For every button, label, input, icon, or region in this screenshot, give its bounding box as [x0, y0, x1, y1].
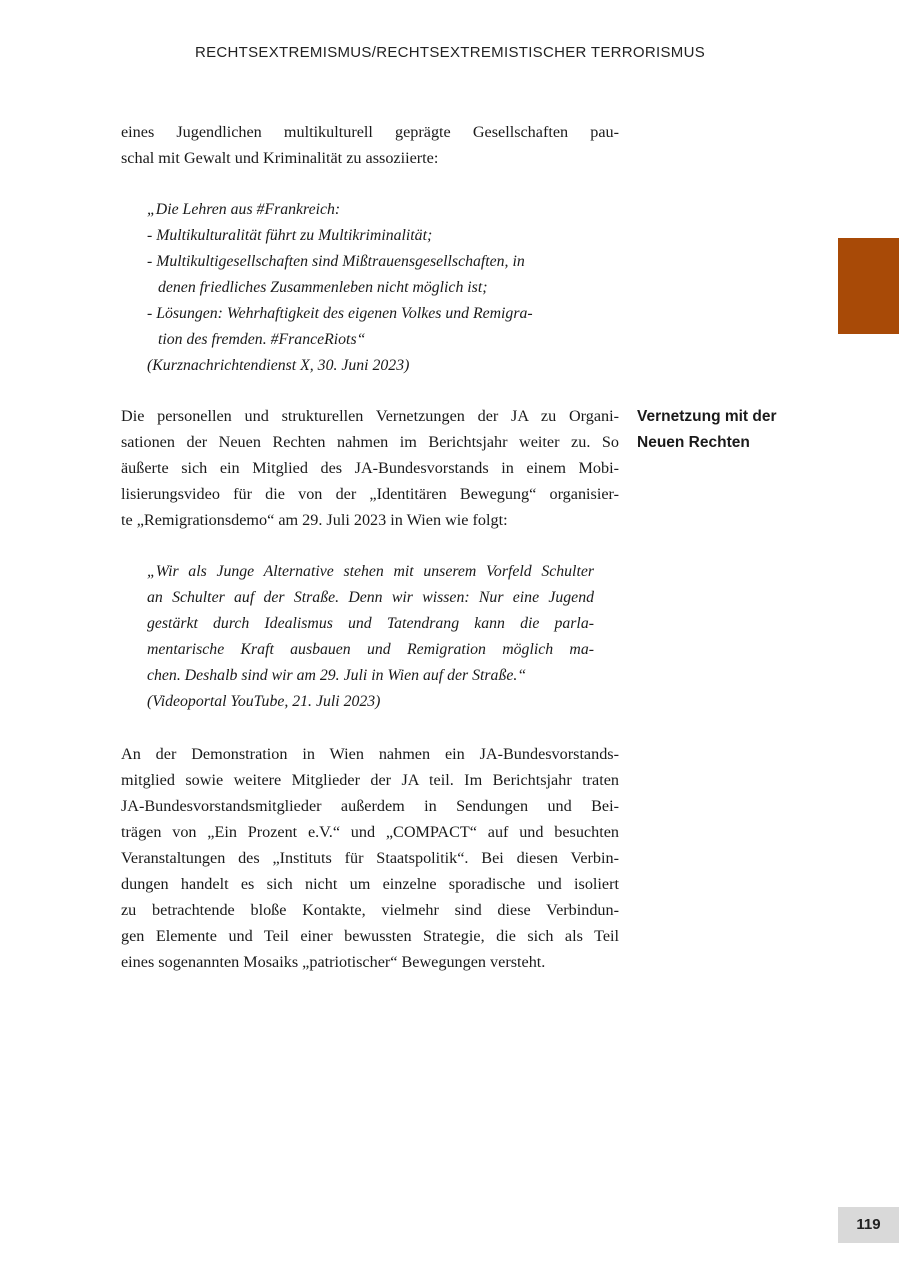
- paragraph-3: [121, 741, 619, 975]
- text-line: te „Remigrationsdemo“ am 29. Juli 2023 in Wien wie folgt:: [121, 511, 508, 529]
- quote-line: „Die Lehren aus #Frankreich:: [147, 201, 341, 218]
- quote-line: mentarische Kraft ausbauen und Remigration möglich ma-: [147, 641, 594, 658]
- text-line: Die personellen und strukturellen Vernetzungen der JA zu Organi-: [121, 407, 619, 425]
- margin-heading-line: Neuen Rechten: [637, 434, 750, 451]
- quote-line: - Lösungen: Wehrhaftigkeit des eigenen Volkes und Remigra-: [147, 305, 533, 322]
- margin-heading: [637, 404, 777, 456]
- page-number: 119: [838, 1207, 899, 1243]
- text-line: eines Jugendlichen multikulturell geprägte Gesellschaften pau-: [121, 123, 619, 141]
- quote-line: denen friedliches Zusammenleben nicht möglich ist;: [158, 279, 488, 296]
- quote-source: (Videoportal YouTube, 21. Juli 2023): [147, 693, 381, 710]
- quote-line: - Multikulturalität führt zu Multikriminalität;: [147, 227, 433, 244]
- quote-line: - Multikultigesellschaften sind Mißtrauensgesellschaften, in: [147, 253, 525, 270]
- running-header: RECHTSEXTREMISMUS/RECHTSEXTREMISTISCHER TERRORISMUS: [194, 44, 706, 61]
- quote-line: „Wir als Junge Alternative stehen mit unserem Vorfeld Schulter: [147, 563, 594, 580]
- quote-1: [147, 197, 533, 379]
- quote-line: tion des fremden. #FranceRiots“: [158, 331, 366, 348]
- text-line: äußerte sich ein Mitglied des JA-Bundesvorstands in einem Mobi-: [121, 459, 619, 477]
- text-line: mitglied sowie weitere Mitglieder der JA teil. Im Berichtsjahr traten: [121, 771, 619, 789]
- quote-2: [147, 559, 594, 715]
- text-line: trägen von „Ein Prozent e.V.“ und „COMPACT“ auf und besuchten: [121, 823, 619, 841]
- text-line: An der Demonstration in Wien nahmen ein JA-Bundesvorstands-: [121, 745, 619, 763]
- text-line: Veranstaltungen des „Instituts für Staatspolitik“. Bei diesen Verbin-: [121, 849, 619, 867]
- text-line: sationen der Neuen Rechten nahmen im Berichtsjahr weiter zu. So: [121, 433, 619, 451]
- chapter-tab-marker: [838, 238, 899, 334]
- text-line: eines sogenannten Mosaiks „patriotischer“ Bewegungen versteht.: [121, 953, 546, 971]
- text-line: dungen handelt es sich nicht um einzelne sporadische und isoliert: [121, 875, 619, 893]
- text-line: JA-Bundesvorstandsmitglieder außerdem in Sendungen und Bei-: [121, 797, 619, 815]
- text-line: gen Elemente und Teil einer bewussten Strategie, die sich als Teil: [121, 927, 619, 945]
- text-line: lisierungsvideo für die von der „Identitären Bewegung“ organisier-: [121, 485, 619, 503]
- quote-line: chen. Deshalb sind wir am 29. Juli in Wien auf der Straße.“: [147, 667, 527, 684]
- paragraph-1: [121, 119, 619, 171]
- text-line: schal mit Gewalt und Kriminalität zu assoziierte:: [121, 149, 439, 167]
- text-line: zu betrachtende bloße Kontakte, vielmehr sind diese Verbindun-: [121, 901, 619, 919]
- quote-source: (Kurznachrichtendienst X, 30. Juni 2023): [147, 357, 410, 374]
- quote-line: an Schulter auf der Straße. Denn wir wissen: Nur eine Jugend: [147, 589, 594, 606]
- margin-heading-line: Vernetzung mit der: [637, 408, 777, 425]
- paragraph-2: [121, 403, 619, 533]
- quote-line: gestärkt durch Idealismus und Tatendrang kann die parla-: [147, 615, 594, 632]
